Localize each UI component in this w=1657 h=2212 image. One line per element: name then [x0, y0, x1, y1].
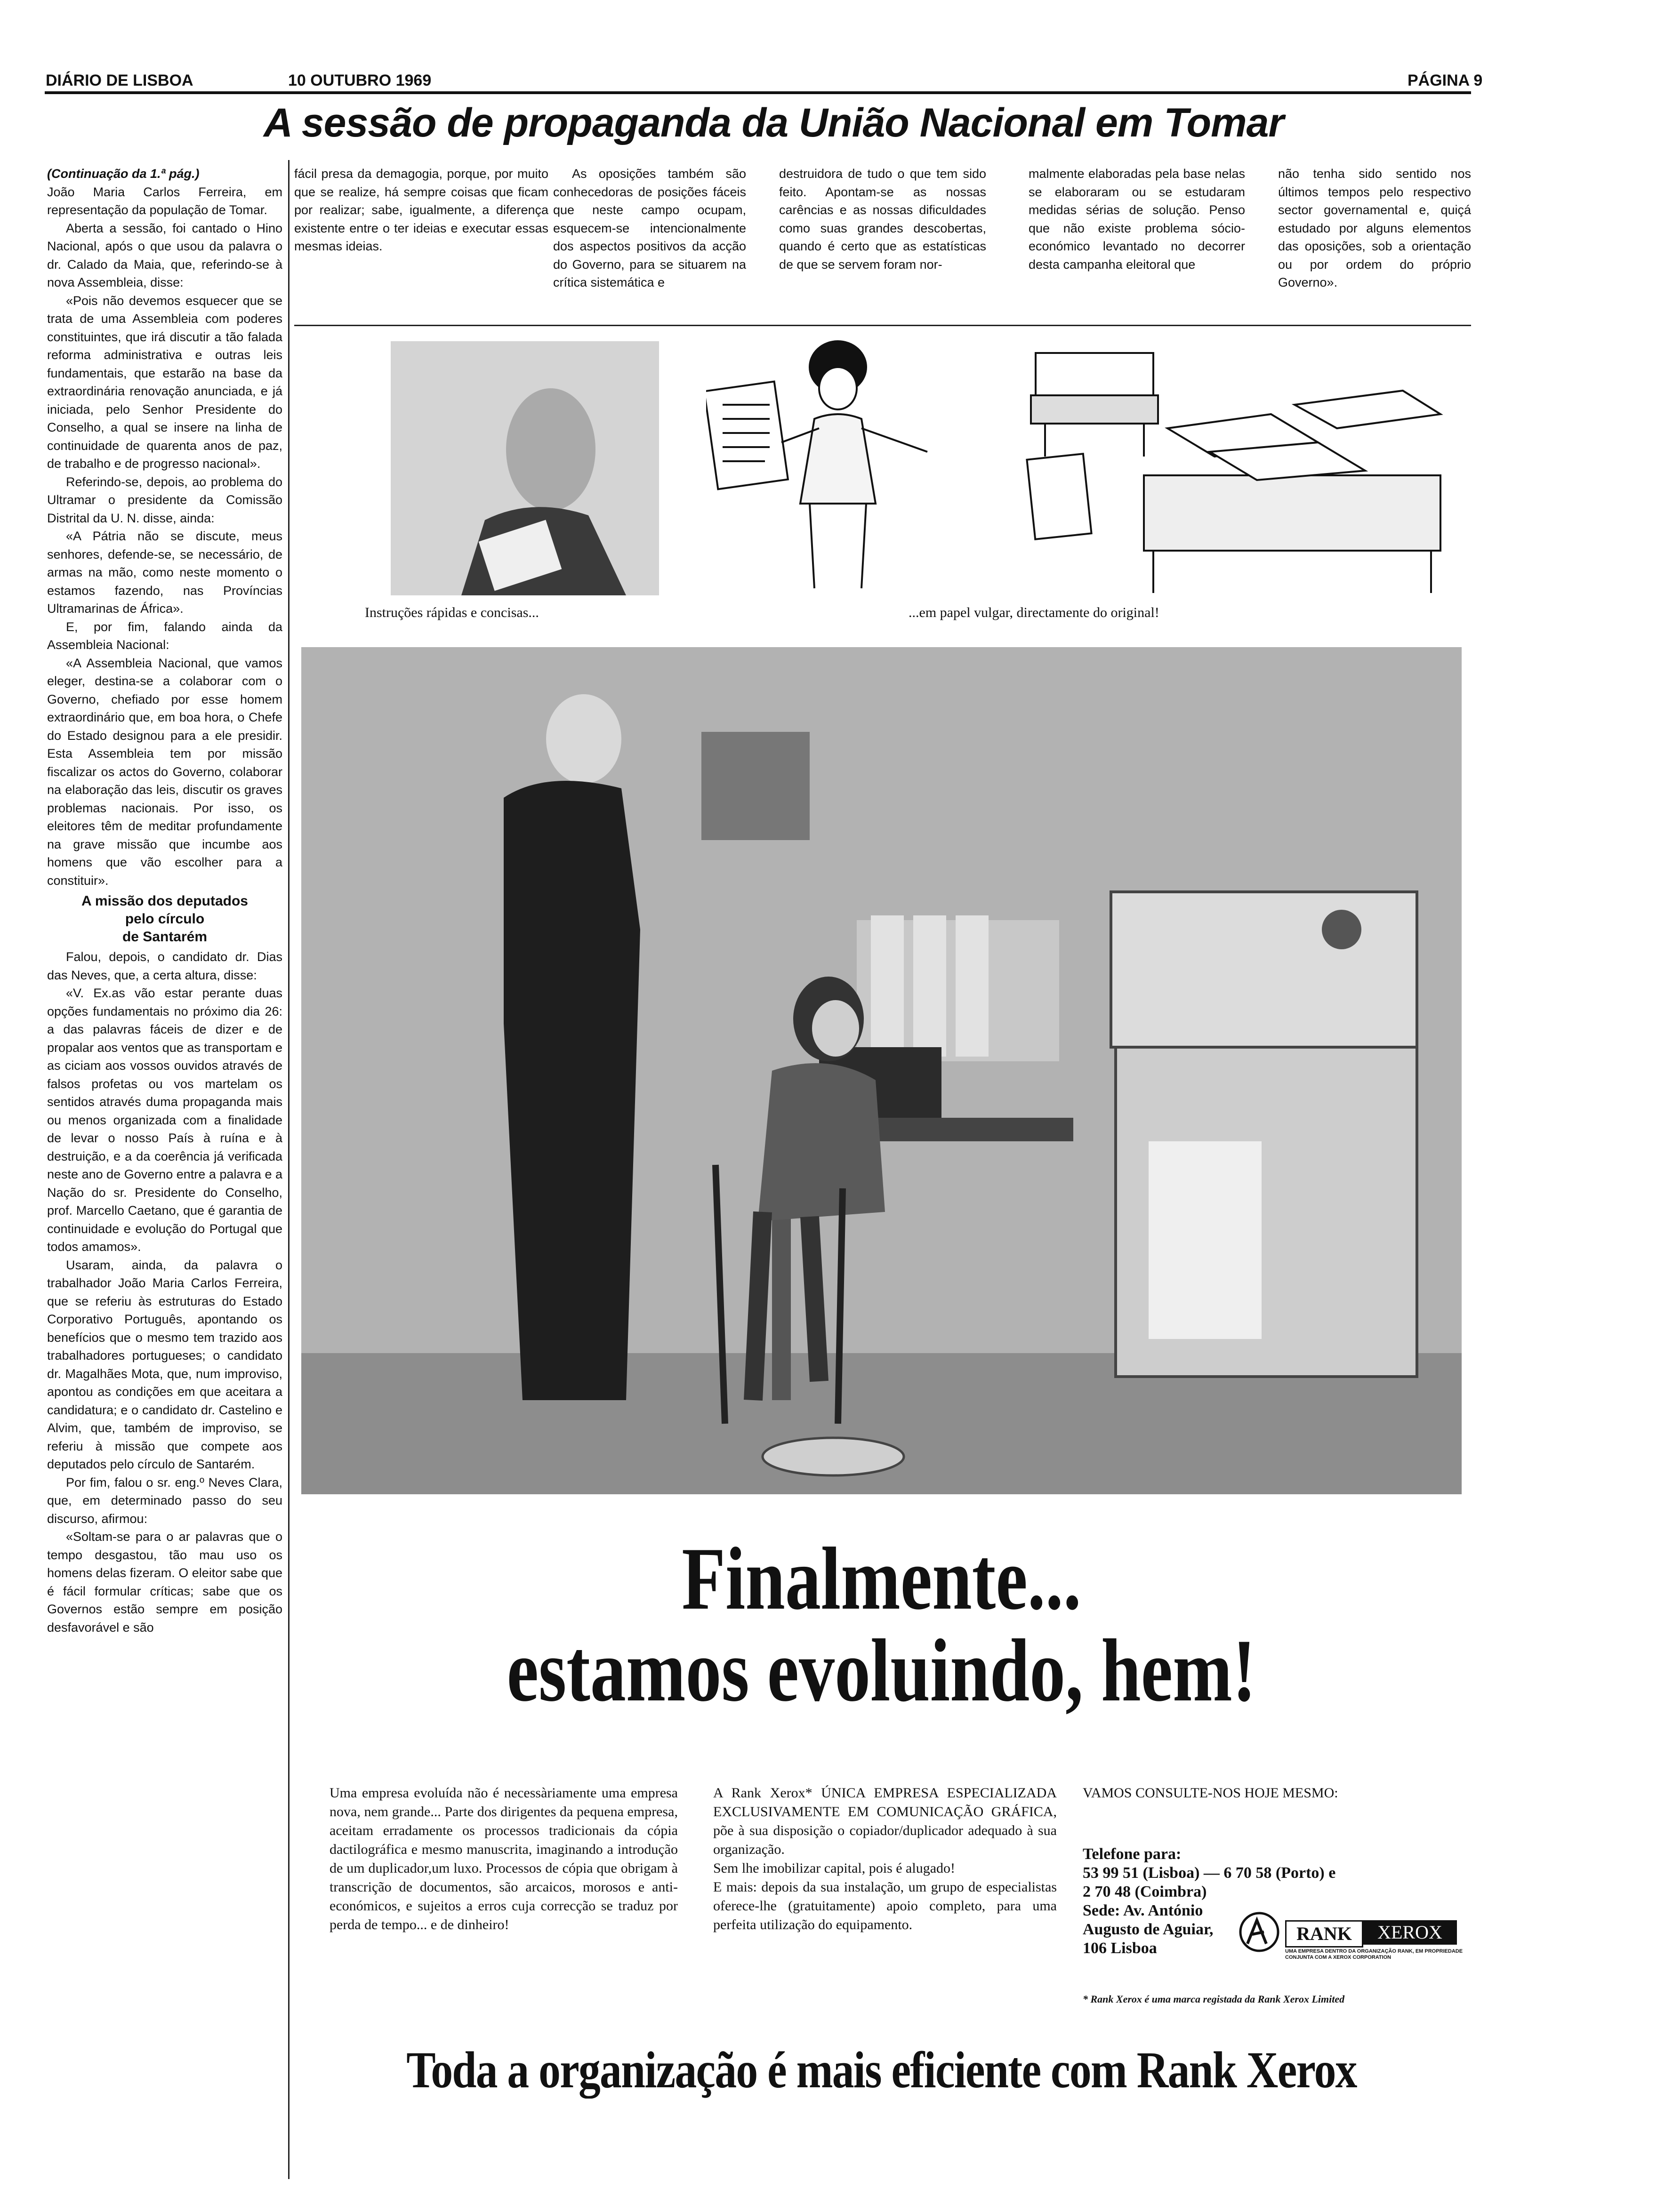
article-top-column-4: malmente elaboradas pela base nelas se elaboraram ou se estudaram medidas sérias de solução. Penso que não existe problema sócio-económico levantado no decorrer desta campanha eleitoral que — [1029, 167, 1245, 272]
ad-headline-line-1: Finalmente... — [682, 1530, 1081, 1628]
ad-copy-column-2: A Rank Xerox* ÚNICA EMPRESA ESPECIALIZADA EXCLUSIVAMENTE EM COMUNICAÇÃO GRÁFICA, põe à sua disposição o copiador/duplicador adequado à sua organização. Sem lhe imobilizar capital, pois é alugado! E mais: depois da sua instalação, um grupo de especialistas oferece-lhe (gratuitamente) apoio completo, para uma perfeita utilização do equipamento. — [713, 1785, 1057, 1932]
article-subhead: A missão dos deputados pelo círculo de Santarém — [81, 893, 248, 945]
article-top-column-2: As oposições também são conhecedoras de posições fáceis que neste campo ocupam, esquecem-se intencionalmente dos aspectos positivos da acção do Governo, para se situarem na crítica sistemática e — [553, 167, 746, 289]
man-reading-photo — [391, 341, 659, 595]
paragraph: «A Pátria não se discute, meus senhores, defende-se, se necessário, de armas na mão, como neste momento o estamos fazendo, nas Províncias Ultramarinas de África». — [47, 529, 282, 616]
contact-phone-label: Telefone para: — [1083, 1845, 1182, 1863]
paragraph: «A Assembleia Nacional, que vamos eleger, destina-se a colaborar com o Governo, chefiado por esse homem extraordinário que, em boa hora, o Chefe do Estado designou para a ele presidir. Esta Assembleia tem por missão fiscalizar os actos do Governo, colaborar na elaboração das leis, discutir os graves problemas nacionais. Por isso, os eleitores têm de meditar profundamente na grave missão que incumbe aos homens que vão escolher para a constituir». — [47, 656, 282, 888]
ad-caption-right: ...em papel vulgar, directamente do original! — [909, 605, 1159, 620]
paragraph: Falou, depois, o candidato dr. Dias das Neves, que, a certa altura, disse: — [47, 950, 282, 982]
rank-xerox-logo — [1238, 1911, 1464, 1967]
logo-xerox-box: XEROX — [1363, 1920, 1457, 1945]
ad-trademark-note: * Rank Xerox é uma marca registada da Rank Xerox Limited — [1083, 1993, 1345, 2005]
masthead-page-number: PÁGINA 9 — [1408, 72, 1483, 89]
office-scene-photo — [301, 647, 1462, 1494]
contact-address-3: 106 Lisboa — [1083, 1940, 1157, 1957]
paragraph: «Pois não devemos esquecer que se trata de uma Assembleia com poderes constituintes, que irá discutir a tão falada reforma administrativa e outras leis fundamentais, que estarão na base da extraordinária renovação anunciada, e já iniciada, pelo Senhor Presidente do Conselho, a qual se insere na linha de continuidade de quarenta anos de paz, de trabalho e de progresso nacional». — [47, 293, 282, 471]
column-rule — [288, 160, 290, 2179]
ad-top-rule — [294, 325, 1471, 326]
contact-phone-numbers: 53 99 51 (Lisboa) — 6 70 58 (Porto) e — [1083, 1864, 1336, 1882]
article-top-column-3: destruidora de tudo o que tem sido feito. Apontam-se as nossas carências e as nossas dificuldades como suas grandes descobertas, quando é certo que as estatísticas de que se servem foram nor- — [779, 167, 986, 272]
article-top-column-5: não tenha sido sentido nos últimos tempos pelo respectivo sector governamental e, quiçá estudado por alguns elementos das oposições, sob a orientação ou por ordem do próprio Governo». — [1278, 167, 1471, 289]
gong-man-logo-icon — [1238, 1911, 1280, 1953]
article-headline: A sessão de propaganda da União Nacional em Tomar — [264, 100, 1284, 145]
paragraph: «Soltam-se para o ar palavras que o tempo desgastou, tão mau uso os homens delas fizeram. O eleitor sabe que é fácil formular críticas; sabe que os Governos estão sempre em posição desfavorável e são — [47, 1530, 282, 1635]
ad-copy-column-3-heading: VAMOS CONSULTE-NOS HOJE MESMO: — [1083, 1785, 1338, 1801]
contact-address-2: Augusto de Aguiar, — [1083, 1921, 1214, 1938]
paragraph: Referindo-se, depois, ao problema do Ultramar o presidente da Comissão Distrital da U. N. disse, ainda: — [47, 474, 282, 525]
logo-fineprint: UMA EMPRESA DENTRO DA ORGANIZAÇÃO RANK, EM PROPRIEDADE CONJUNTA COM A XEROX CORPORATION — [1285, 1948, 1463, 1960]
paragraph: «V. Ex.as vão estar perante duas opções fundamentais no próximo dia 26: a das palavras fáceis de dizer e de propalar aos ventos que as transportam e as ciciam aos vossos ouvidos através de falsos profetas ou vos martelam os sentidos através duma propaganda mais ou menos organizada com a finalidade de levar o nosso País à ruína e à destruição, e a da coerência já verificada neste ano de Governo entre a palavra e a Nação do sr. Presidente do Conselho, prof. Marcello Caetano, que é garantia de continuidade e evolução do Portugal que todos amamos». — [47, 986, 282, 1254]
ad-caption-left: Instruções rápidas e concisas... — [365, 605, 539, 620]
article-left-column — [47, 165, 282, 2188]
paragraph: Usaram, ainda, da palavra o trabalhador João Maria Carlos Ferreira, que se referiu às estruturas do Estado Corporativo Português, apontando os benefícios que o mesmo tem trazido aos trabalhadores portugueses; o candidato dr. Magalhães Mota, que, num improviso, apontou as condições em que aceitara a candidatura; e o candidato dr. Castelino e Alvim, que, também de improviso, se referiu à missão que compete aos deputados pelo círculo de Santarém. — [47, 1258, 282, 1471]
contact-address-1: Sede: Av. António — [1083, 1902, 1203, 1919]
logo-rank-box: RANK — [1285, 1920, 1363, 1948]
ad-tagline: Toda a organização é mais eficiente com Rank Xerox — [406, 2041, 1357, 2099]
contact-phone-coimbra: 2 70 48 (Coimbra) — [1083, 1883, 1207, 1900]
paragraph: Aberta a sessão, foi cantado o Hino Nacional, após o que usou da palavra o dr. Calado da Maia, que, referindo-se à nova Assembleia, disse: — [47, 221, 282, 289]
secretary-copier-illustration — [706, 334, 1459, 598]
article-top-column-1: fácil presa da demagogia, porque, por muito que se realize, há sempre coisas que ficam por realizar; sabe, igualmente, a diferença existente entre o ter ideias e executar essas mesmas ideias. — [294, 167, 548, 253]
masthead-date: 10 OUTUBRO 1969 — [288, 72, 432, 89]
paragraph: E, por fim, falando ainda da Assembleia Nacional: — [47, 619, 282, 652]
continuation-note: (Continuação da 1.ª pág.) — [47, 167, 200, 181]
masthead-paper-name: DIÁRIO DE LISBOA — [46, 72, 193, 89]
masthead-rule — [45, 91, 1471, 94]
paragraph: João Maria Carlos Ferreira, em representação da população de Tomar. — [47, 184, 282, 217]
ad-copy-column-1: Uma empresa evoluída não é necessàriamente uma empresa nova, nem grande... Parte dos dirigentes da pequena empresa, aceitam erradamente os processos tradicionais da cópia dactilográfica e mesmo manuscrita, imaginando a introdução de um duplicador,um luxo. Processos de cópia que obrigam à transcrição de documentos, são arcaicos, morosos e anti-económicos, e sujeitos a erros cuja correcção se traduz por perda de tempo... e de dinheiro! — [330, 1785, 678, 1932]
paragraph: Por fim, falou o sr. eng.º Neves Clara, que, em determinado passo do seu discurso, afirmou: — [47, 1475, 282, 1526]
ad-headline-line-2: estamos evoluindo, hem! — [507, 1621, 1256, 1720]
